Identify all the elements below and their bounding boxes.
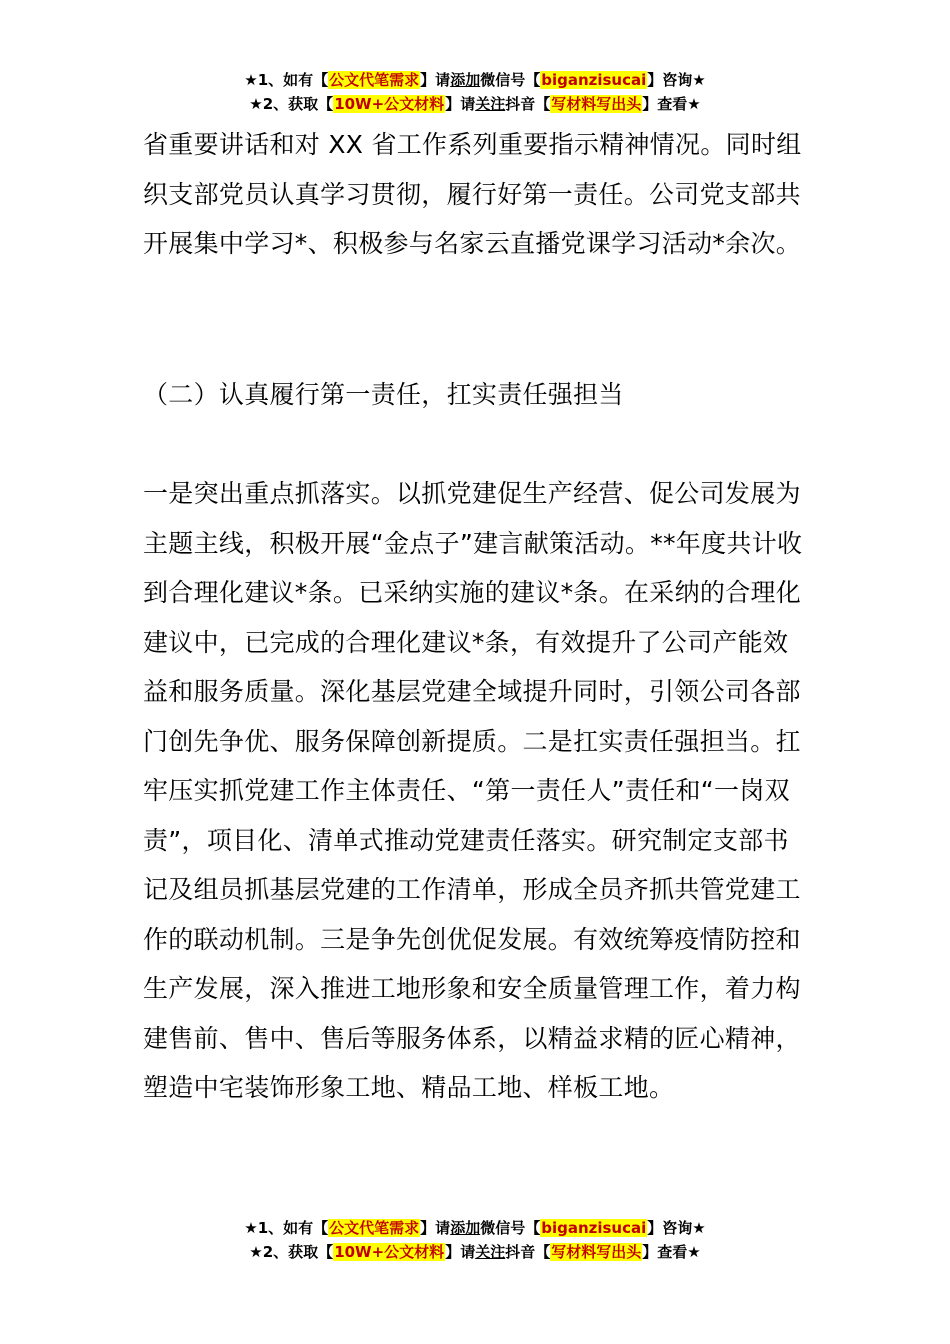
promo-text: ★2、获取【: [249, 95, 334, 113]
promo-text: 】请: [445, 95, 476, 113]
heading-text: （二）认真履行第一责任，扛实责任强担当: [143, 380, 624, 409]
promo-highlight-wechat: biganzisucai: [541, 1219, 647, 1237]
promo-text: 】请: [445, 1243, 476, 1261]
promo-text: 】咨询★: [647, 71, 706, 89]
promo-text: 抖音【: [505, 1243, 551, 1261]
header-promo-banner: [0, 68, 950, 116]
body-paragraph-1: [143, 120, 813, 269]
section-heading: [143, 370, 813, 420]
promo-underlined: 添加: [450, 71, 481, 89]
promo-highlight-douyin: 写材料写出头: [551, 1243, 642, 1261]
body-paragraph-2: [143, 469, 813, 1113]
promo-highlight: 10W+公文材料: [334, 95, 445, 113]
promo-text: 】查看★: [642, 1243, 701, 1261]
promo-underlined: 关注: [475, 1243, 506, 1261]
footer-promo-banner: [0, 1216, 950, 1264]
promo-highlight-douyin: 写材料写出头: [551, 95, 642, 113]
promo-text: 】请: [420, 1219, 451, 1237]
promo-text: ★1、如有【: [244, 71, 329, 89]
promo-text: ★1、如有【: [244, 1219, 329, 1237]
promo-highlight-wechat: biganzisucai: [541, 71, 647, 89]
promo-text: 】咨询★: [647, 1219, 706, 1237]
promo-text: 】请: [420, 71, 451, 89]
promo-text: 微信号【: [480, 1219, 541, 1237]
promo-text: ★2、获取【: [249, 1243, 334, 1261]
promo-line-2: [0, 92, 950, 116]
promo-underlined: 关注: [475, 95, 506, 113]
promo-text: 抖音【: [505, 95, 551, 113]
promo-text: 】查看★: [642, 95, 701, 113]
promo-highlight: 公文代笔需求: [329, 71, 420, 89]
paragraph-text: 一是突出重点抓落实。以抓党建促生产经营、促公司发展为主题主线，积极开展“金点子”建言献策活动。**年度共计收到合理化建议*条。已采纳实施的建议*条。在采纳的合理化建议中，已完成的合理化建议*条，有效提升了公司产能效益和服务质量。深化基层党建全域提升同时，引领公司各部门创先争优、服务保障创新提质。二是扛实责任强担当。扛牢压实抓党建工作主体责任、“第一责任人”责任和“一岗双责”，项目化、清单式推动党建责任落实。研究制定支部书记及组员抓基层党建的工作清单，形成全员齐抓共管党建工作的联动机制。三是争先创优促发展。有效统筹疫情防控和生产发展，深入推进工地形象和安全质量管理工作，着力构建售前、售中、售后等服务体系，以精益求精的匠心精神，塑造中宅装饰形象工地、精品工地、样板工地。: [143, 479, 803, 1102]
promo-line-1: [0, 68, 950, 92]
paragraph-text: 省重要讲话和对 XX 省工作系列重要指示精神情况。同时组织支部党员认真学习贯彻，履行好第一责任。公司党支部共开展集中学习*、积极参与名家云直播党课学习活动*余次。: [143, 130, 802, 258]
promo-line-2: [0, 1240, 950, 1264]
promo-highlight: 公文代笔需求: [329, 1219, 420, 1237]
promo-line-1: [0, 1216, 950, 1240]
promo-highlight: 10W+公文材料: [334, 1243, 445, 1261]
promo-underlined: 添加: [450, 1219, 481, 1237]
promo-text: 微信号【: [480, 71, 541, 89]
